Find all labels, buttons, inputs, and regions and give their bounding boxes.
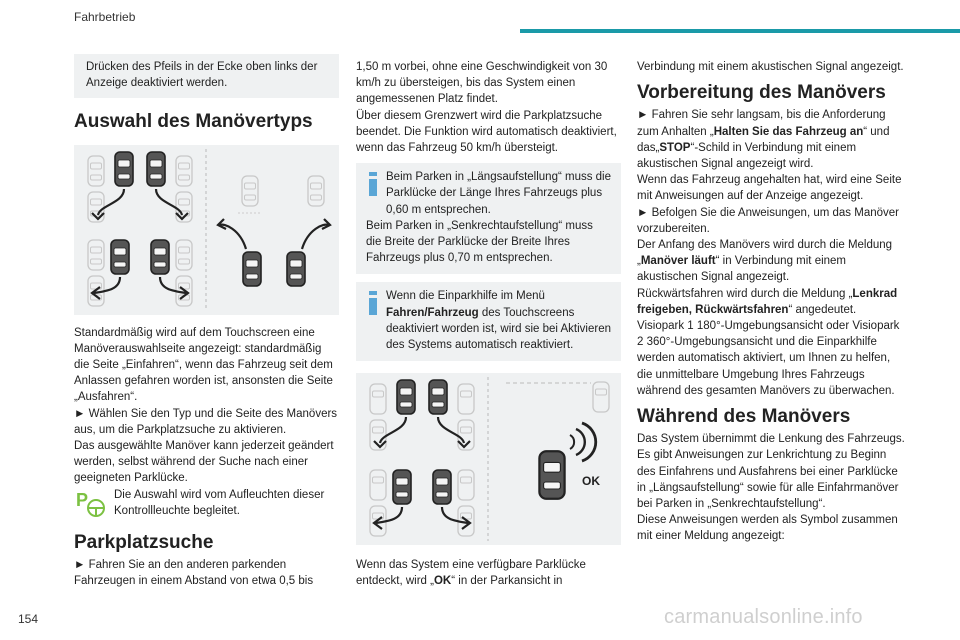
note-text: Drücken des Pfeils in der Ecke oben links der Anzeige deaktiviert werden. bbox=[86, 61, 318, 90]
watermark: carmanualsonline.info bbox=[664, 606, 863, 628]
column-1 bbox=[74, 54, 339, 590]
info-box-reactivation bbox=[356, 282, 621, 361]
info-perpendicular-text: Beim Parken in „Senkrechtaufstellung“ muss die Breite der Parklücke der Breite Ihres Fahrzeugs plus 0,70 m entsprechen. bbox=[366, 219, 593, 265]
svg-text:P: P bbox=[76, 489, 89, 510]
paragraph-change-manoeuvre: Das ausgewählte Manöver kann jederzeit geändert werden, selbst während der Suche nach einer geeigneten Parklücke. bbox=[74, 440, 334, 485]
heading-manoeuvre-selection: Auswahl des Manövertyps bbox=[74, 111, 313, 133]
column-3 bbox=[637, 59, 907, 545]
indicator-row bbox=[74, 487, 339, 519]
paragraph-steering: Das System übernimmt die Lenkung des Fahrzeugs. Es gibt Anweisungen zur Lenkrichtung zu Beginn des Einfahrens und Ausfahrens bei einer Parklücke in „Längsaufstellung“ sowie für alle Einfahrmanöver bei Parken in „Senkrechtaufstellung“. bbox=[637, 433, 905, 511]
indicator-text: Die Auswahl wird vom Aufleuchten dieser Kontrollleuchte begleitet. bbox=[114, 488, 325, 517]
page-number: 154 bbox=[18, 612, 39, 626]
heading-parking-search: Parkplatzsuche bbox=[74, 532, 214, 554]
paragraph-acoustic: Verbindung mit einem akustischen Signal angezeigt. bbox=[637, 61, 904, 73]
space-detected-diagram-icon bbox=[356, 373, 621, 545]
paragraph-manoeuvre-start: Der Anfang des Manövers wird durch die Meldung „Manöver läuft“ in Verbindung mit einem akustischen Signal angezeigt. bbox=[637, 239, 893, 284]
info-parallel-text: Beim Parken in „Längsaufstellung“ muss die Parklücke der Länge Ihres Fahrzeugs plus 0,60 m entsprechen. bbox=[386, 171, 612, 216]
paragraph-visiopark: Visiopark 1 180°-Umgebungsansicht oder Visiopark 2 360°-Umgebungsansicht und die Einparkhilfe werden automatisch aktiviert, um Ihnen zu helfen, die unmittelbare Umgebung Ihres Fahrzeugs während des gesamten Manövers zu überwachen. bbox=[637, 320, 900, 397]
paragraph-instructions-page: Wenn das Fahrzeug angehalten hat, wird eine Seite mit Anweisungen auf der Anzeige angezeigt. bbox=[637, 174, 902, 203]
paragraph-stop-request: ► Fahren Sie sehr langsam, bis die Anforderung zum Anhalten „Halten Sie das Fahrzeug an“ und das„STOP“-Schild in Verbindung mit einem akustischen Signal angezeigt wird. bbox=[637, 109, 890, 171]
info-reactivation-text: Wenn die Einparkhilfe im Menü Fahren/Fahrzeug des Touchscreens deaktiviert worden ist, wird sie bei Aktivieren des Systems automatisch reaktiviert. bbox=[386, 290, 611, 352]
note-box bbox=[74, 54, 339, 98]
paragraph-threshold: Über diesem Grenzwert wird die Parkplatzsuche beendet. Die Funktion wird automatisch deaktiviert, wenn das Fahrzeug 50 km/h übersteigt. bbox=[356, 109, 617, 155]
heading-during-manoeuvre: Während des Manövers bbox=[637, 406, 851, 428]
header-accent-bar bbox=[520, 29, 960, 33]
paragraph-follow-instructions: ► Befolgen Sie die Anweisungen, um das Manöver vorzubereiten. bbox=[637, 206, 899, 235]
paragraph-drive-past: ► Fahren Sie an den anderen parkenden Fahrzeugen in einem Abstand von etwa 0,5 bis bbox=[74, 559, 314, 588]
paragraph-ok-display: Wenn das System eine verfügbare Parklücke entdeckt, wird „OK“ in der Parkansicht in bbox=[356, 559, 586, 588]
parking-diagram-icon bbox=[74, 145, 339, 315]
info-icon bbox=[366, 291, 380, 315]
paragraph-default-page: Standardmäßig wird auf dem Touchscreen eine Manöverauswahlseite angezeigt: standardmäßig die Seite „Einfahren“, wenn das Fahrzeug seit dem Anlassen gefahren worden ist, ansonsten die Seite „Ausfahren“. bbox=[74, 326, 333, 404]
section-header: Fahrbetrieb bbox=[74, 10, 136, 24]
park-assist-indicator-icon bbox=[74, 487, 110, 519]
paragraph-symbol-display: Diese Anweisungen werden als Symbol zusammen mit einer Meldung angezeigt: bbox=[637, 514, 898, 543]
column-2 bbox=[356, 59, 621, 590]
ok-label: OK bbox=[582, 474, 600, 489]
figure-manoeuvre-types bbox=[74, 145, 339, 315]
heading-preparation: Vorbereitung des Manövers bbox=[637, 82, 886, 104]
info-icon bbox=[366, 172, 380, 196]
figure-space-detected bbox=[356, 373, 621, 545]
paragraph-distance: 1,50 m vorbei, ohne eine Geschwindigkeit von 30 km/h zu übersteigen, bis das System einen angemessenen Platz findet. bbox=[356, 61, 608, 106]
paragraph-select-type: ► Wählen Sie den Typ und die Seite des Manövers aus, um die Parkplatzsuche zu aktivieren. bbox=[74, 407, 338, 436]
info-box-space-size bbox=[356, 163, 621, 274]
paragraph-reverse: Rückwärtsfahren wird durch die Meldung „Lenkrad freigeben, Rückwärtsfahren“ angedeutet. bbox=[637, 287, 898, 316]
